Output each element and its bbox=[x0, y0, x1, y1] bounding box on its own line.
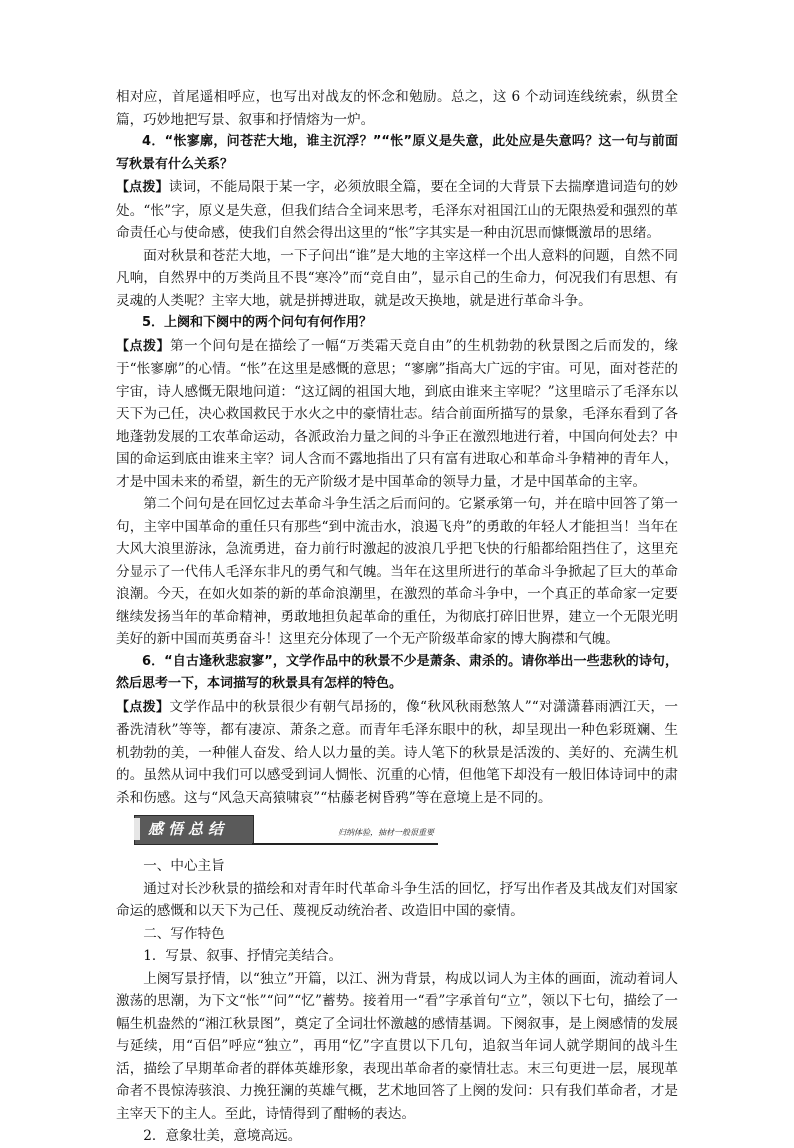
answer-4-part-2: 面对秋景和苍茫大地，一下子问出“谁”是大地的主宰这样一个出人意料的问题，自然不同凡响，自然界中的万类尚且不畏“寒冷”而“竞自由”，显示自己的生命力，何况我们有思想、有灵魂的人类呢？主宰大地，就是拼搏进取，就是改天换地，就是进行革命斗争。 bbox=[116, 247, 678, 309]
question-6: 6．“自古逢秋悲寂寥”，文学作品中的秋景不少是萧条、肃杀的。请你举出一些悲秋的诗句，然后思考一下，本词描写的秋景具有怎样的特色。 bbox=[116, 653, 678, 691]
answer-5-text-1: 第一个问句是在描绘了一幅“万类霜天竞自由”的生机勃勃的秋景图之后而发的，缘于“怅寥廓”的心情。“怅”在这里是感慨的意思；“寥廓”指高大广远的宇宙。可见，面对苍茫的宇宙，诗人感慨无限地问道：“这辽阔的祖国大地，到底由谁来主宰呢？”这里暗示了毛泽东以天下为己任，决心救国救民于水火之中的豪情壮志。结合前面所描写的景象，毛泽东看到了各地蓬勃发展的工农革命运动，各派政治力量之间的斗争正在激烈地进行着，中国向何处去？中国的命运到底由谁来主宰？词人含而不露地指出了只有富有进取心和革命斗争精神的青年人，才是中国未来的希望，新生的无产阶级才是中国革命的领导力量，才是中国革命的主宰。 bbox=[116, 337, 678, 490]
summary-item-1: 1．写景、叙事、抒情完美结合。 bbox=[143, 948, 343, 964]
document-page bbox=[116, 86, 678, 1148]
hint-tag: 【点拨】 bbox=[116, 180, 169, 195]
answer-4-text-1: 读词，不能局限于某一字，必须放眼全篇，要在全词的大背景下去揣摩遣词造句的妙处。“怅”字，原义是失意，但我们结合全词来思考，毛泽东对祖国江山的无限热爱和强烈的革命责任心与使命感，使我们自然会得出这里的“怅”字其实是一种由沉思而慷慨激昂的思绪。 bbox=[116, 179, 678, 241]
summary-heading-2: 二、写作特色 bbox=[143, 925, 225, 942]
hint-tag: 【点拨】 bbox=[116, 338, 171, 354]
summary-heading-1: 一、中心主旨 bbox=[143, 858, 225, 874]
hint-tag: 【点拨】 bbox=[116, 699, 170, 715]
answer-4-part-1 bbox=[116, 176, 678, 245]
answer-6-text: 文学作品中的秋景很少有朝气昂扬的，像“秋风秋雨愁煞人”“对潇潇暮雨洒江天，一番洗清秋”等等，都有凄凉、萧条之意。而青年毛泽东眼中的秋，却呈现出一种色彩斑斓、生机勃勃的美，一种催人奋发、给人以力量的美。诗人笔下的秋景是活泼的、美好的、充满生机的。虽然从词中我们可以感受到词人惆怅、沉重的心情，但他笔下却没有一般旧体诗词中的肃杀和伤感。这与“风急天高猿啸哀”“枯藤老树昏鸦”等在意境上是不同的。 bbox=[116, 698, 678, 806]
section-banner bbox=[134, 815, 438, 845]
answer-5-part-1 bbox=[116, 335, 678, 494]
banner-notch bbox=[134, 818, 140, 840]
summary-central-idea: 通过对长沙秋景的描绘和对青年时代革命斗争生活的回忆，抒写出作者及其战友们对国家命运的感慨和以天下为己任、蔑视反动统治者、改造旧中国的豪情。 bbox=[116, 880, 678, 919]
question-5: 5．上阕和下阕中的两个问句有何作用？ bbox=[142, 315, 373, 330]
paragraph-continuation: 相对应，首尾遥相呼应，也写出对战友的怀念和勉励。总之，这 6 个动词连线统索，纵贯全篇，巧妙地把写景、叙事和抒情熔为一炉。 bbox=[116, 89, 678, 128]
answer-5-part-2: 第二个问句是在回忆过去革命斗争生活之后而问的。它紧承第一句，并在暗中回答了第一句，主宰中国革命的重任只有那些“到中流击水，浪遏飞舟”的勇敢的年轻人才能担当！当年在大风大浪里游泳，急流勇进，奋力前行时激起的波浪几乎把飞快的行船都给阻挡住了，这里充分显示了一代伟人毛泽东非凡的勇气和气魄。当年在这里所进行的革命斗争掀起了巨大的革命浪潮。今天，在如火如荼的新的革命浪潮里，在激烈的革命斗争中，一个真正的革命家一定要继续发扬当年的革命精神，勇敢地担负起革命的重任，为彻底打碎旧世界，建立一个无限光明美好的新中国而英勇奋斗！这里充分体现了一个无产阶级革命家的博大胸襟和气魄。 bbox=[116, 496, 678, 647]
question-4: 4．“怅寥廓，问苍茫大地，谁主沉浮？”“怅”原义是失意，此处应是失意吗？这一句与前面写秋景有什么关系？ bbox=[116, 134, 678, 172]
banner-underline bbox=[252, 843, 438, 845]
answer-6 bbox=[116, 696, 678, 810]
summary-item-2: 2．意象壮美，意境高远。 bbox=[143, 1128, 302, 1144]
banner-title: 感悟总结 bbox=[148, 820, 229, 838]
banner-subtitle: 归纳体验，抽材一般很重要 bbox=[338, 828, 434, 837]
summary-item-1-text: 上阕写景抒情，以“独立”开篇，以江、洲为背景，构成以词人为主体的画面，流动着词人激荡的思潮，为下文“怅”“问”“忆”蓄势。接着用一“看”字承首句“立”，领以下七句，描绘了一幅生机盎然的“湘江秋景图”，奠定了全词壮怀激越的感情基调。下阕叙事，是上阕感情的发展与延续，用“百侣”呼应“独立”，再用“忆”字直贯以下几句，追叙当年词人就学期间的战斗生活，描绘了早期革命者的群体英雄形象，表现出革命者的豪情壮志。末三句更进一层，展现革命者不畏惊涛骇浪、力挽狂澜的英雄气概，艺术地回答了上阕的发问：只有我们革命者，才是主宰天下的主人。至此，诗情得到了酣畅的表达。 bbox=[116, 970, 678, 1122]
